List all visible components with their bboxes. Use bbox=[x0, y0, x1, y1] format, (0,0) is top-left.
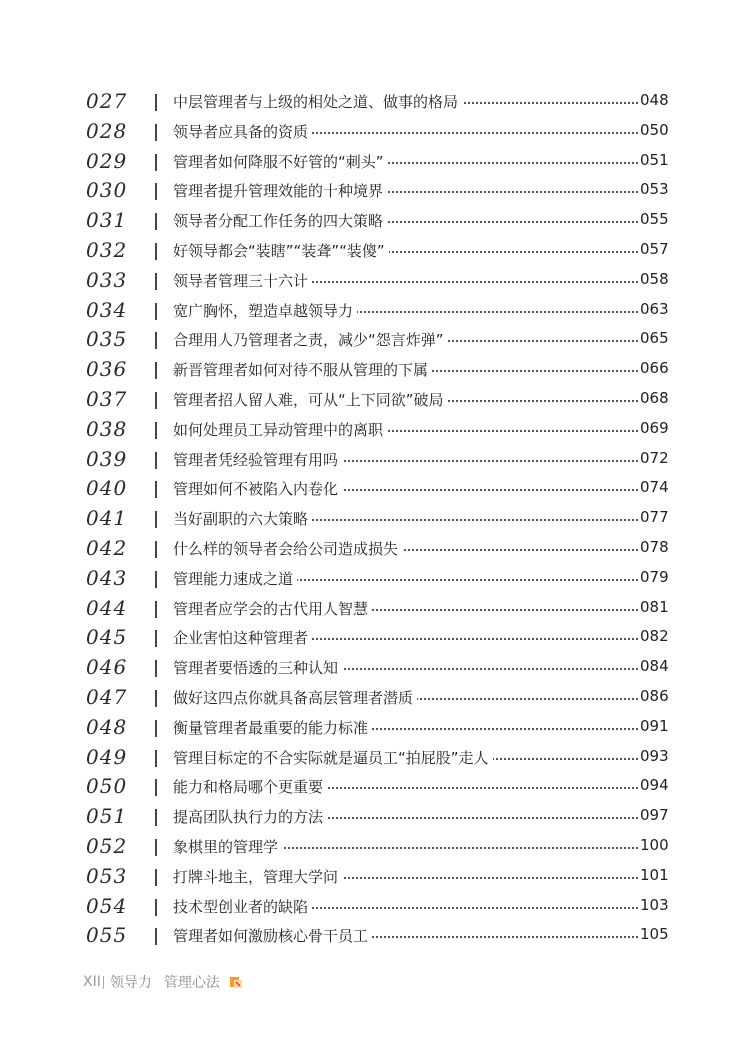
book-title: 领导力 bbox=[109, 975, 152, 991]
entry-number: 052 bbox=[86, 833, 128, 858]
entry-number: 037 bbox=[86, 386, 128, 411]
entry-title: 管理者凭经验管理有用吗 bbox=[173, 449, 342, 470]
entry-divider bbox=[155, 541, 157, 558]
entry-title: 领导者分配工作任务的四大策略 bbox=[173, 210, 387, 231]
entry-number: 051 bbox=[86, 804, 128, 829]
entry-number: 036 bbox=[86, 357, 128, 382]
entry-title: 好领导都会“装瞎”“装聋”“装傻” bbox=[173, 240, 389, 261]
entry-number: 041 bbox=[86, 506, 128, 531]
entry-number: 029 bbox=[86, 148, 128, 173]
entry-page-number: 084 bbox=[640, 657, 669, 676]
entry-title: 什么样的领导者会给公司造成损失 bbox=[173, 538, 402, 559]
entry-number: 045 bbox=[86, 625, 128, 650]
entry-page-number: 069 bbox=[640, 418, 669, 437]
entry-page-number: 072 bbox=[640, 448, 669, 467]
entry-page-number: 100 bbox=[640, 835, 669, 854]
entry-page-number: 103 bbox=[640, 895, 669, 914]
entry-page-number: 086 bbox=[640, 686, 669, 705]
toc-entry bbox=[0, 743, 750, 773]
entry-title: 管理者应学会的古代用人智慧 bbox=[173, 598, 372, 619]
entry-divider bbox=[155, 511, 157, 528]
book-subtitle: 管理心法 bbox=[163, 975, 220, 991]
entry-page-number: 053 bbox=[640, 180, 669, 199]
entry-page-number: 094 bbox=[640, 776, 669, 795]
entry-title: 打牌斗地主，管理大学问 bbox=[173, 866, 342, 887]
entry-number: 038 bbox=[86, 416, 128, 441]
entry-number: 040 bbox=[86, 476, 128, 501]
toc-entry bbox=[0, 236, 750, 266]
page-number: XII bbox=[83, 974, 101, 990]
entry-page-number: 058 bbox=[640, 269, 669, 288]
entry-page-number: 101 bbox=[640, 865, 669, 884]
entry-title: 能力和格局哪个更重要 bbox=[173, 776, 327, 797]
entry-divider bbox=[155, 630, 157, 647]
entry-page-number: 079 bbox=[640, 567, 669, 586]
entry-divider bbox=[155, 124, 157, 141]
toc-entry bbox=[0, 713, 750, 743]
toc-entry bbox=[0, 415, 750, 445]
toc-entry bbox=[0, 355, 750, 385]
entry-number: 046 bbox=[86, 655, 128, 680]
footer-divider bbox=[103, 976, 104, 989]
entry-divider bbox=[155, 571, 157, 588]
entry-title: 宽广胸怀，塑造卓越领导力 bbox=[173, 300, 357, 321]
entry-divider bbox=[155, 243, 157, 260]
entry-title: 中层管理者与上级的相处之道、做事的格局 bbox=[173, 91, 462, 112]
entry-page-number: 051 bbox=[640, 150, 669, 169]
entry-page-number: 091 bbox=[640, 716, 669, 735]
entry-title: 管理者如何降服不好管的“刺头” bbox=[173, 151, 388, 172]
entry-title: 提高团队执行力的方法 bbox=[173, 806, 327, 827]
entry-page-number: 078 bbox=[640, 537, 669, 556]
entry-number: 034 bbox=[86, 297, 128, 322]
entry-number: 042 bbox=[86, 535, 128, 560]
entry-number: 050 bbox=[86, 774, 128, 799]
entry-title: 当好副职的六大策略 bbox=[173, 508, 312, 529]
entry-divider bbox=[155, 183, 157, 200]
entry-title: 管理者提升管理效能的十种境界 bbox=[173, 180, 387, 201]
toc-entry bbox=[0, 564, 750, 594]
entry-title: 做好这四点你就具备高层管理者潜质 bbox=[173, 687, 417, 708]
entry-divider bbox=[155, 928, 157, 945]
entry-page-number: 074 bbox=[640, 478, 669, 497]
entry-page-number: 065 bbox=[640, 329, 669, 348]
entry-divider bbox=[155, 779, 157, 796]
toc-entry bbox=[0, 385, 750, 415]
page-footer bbox=[83, 972, 244, 992]
entry-title: 技术型创业者的缺陷 bbox=[173, 896, 312, 917]
entry-page-number: 050 bbox=[640, 120, 669, 139]
entry-number: 035 bbox=[86, 327, 128, 352]
entry-title: 管理者如何激励核心骨干员工 bbox=[173, 925, 372, 946]
entry-page-number: 081 bbox=[640, 597, 669, 616]
entry-divider bbox=[155, 750, 157, 767]
entry-page-number: 082 bbox=[640, 627, 669, 646]
entry-title: 如何处理员工异动管理中的离职 bbox=[173, 419, 387, 440]
entry-divider bbox=[155, 481, 157, 498]
entry-divider bbox=[155, 154, 157, 171]
entry-title: 合理用人乃管理者之责，减少“怨言炸弹” bbox=[173, 329, 448, 350]
toc-entry bbox=[0, 534, 750, 564]
toc-entry bbox=[0, 474, 750, 504]
entry-number: 049 bbox=[86, 744, 128, 769]
entry-page-number: 105 bbox=[640, 925, 669, 944]
entry-number: 028 bbox=[86, 118, 128, 143]
entry-number: 032 bbox=[86, 237, 128, 262]
entry-divider bbox=[155, 809, 157, 826]
toc-entry bbox=[0, 892, 750, 922]
toc-entry bbox=[0, 206, 750, 236]
toc-entry bbox=[0, 266, 750, 296]
entry-title: 领导者管理三十六计 bbox=[173, 270, 312, 291]
entry-divider bbox=[155, 601, 157, 618]
entry-divider bbox=[155, 392, 157, 409]
entry-divider bbox=[155, 690, 157, 707]
book-logo-icon bbox=[228, 974, 244, 990]
entry-number: 048 bbox=[86, 714, 128, 739]
entry-number: 039 bbox=[86, 446, 128, 471]
entry-title: 管理者招人留人难，可从“上下同欲”破局 bbox=[173, 389, 448, 410]
toc-entry bbox=[0, 862, 750, 892]
entry-number: 033 bbox=[86, 267, 128, 292]
entry-divider bbox=[155, 362, 157, 379]
entry-divider bbox=[155, 869, 157, 886]
entry-number: 055 bbox=[86, 923, 128, 948]
entry-page-number: 097 bbox=[640, 806, 669, 825]
table-of-contents bbox=[0, 87, 750, 951]
toc-entry bbox=[0, 325, 750, 355]
toc-entry bbox=[0, 117, 750, 147]
entry-title: 企业害怕这种管理者 bbox=[173, 627, 312, 648]
toc-entry bbox=[0, 802, 750, 832]
entry-number: 054 bbox=[86, 893, 128, 918]
toc-entry bbox=[0, 594, 750, 624]
entry-number: 044 bbox=[86, 595, 128, 620]
entry-title: 管理者要悟透的三种认知 bbox=[173, 657, 342, 678]
entry-page-number: 057 bbox=[640, 239, 669, 258]
entry-divider bbox=[155, 303, 157, 320]
entry-title: 新晋管理者如何对待不服从管理的下属 bbox=[173, 359, 432, 380]
entry-title: 象棋里的管理学 bbox=[173, 836, 282, 857]
toc-entry bbox=[0, 147, 750, 177]
toc-entry bbox=[0, 504, 750, 534]
toc-entry bbox=[0, 445, 750, 475]
toc-entry bbox=[0, 921, 750, 951]
entry-page-number: 048 bbox=[640, 91, 669, 109]
entry-title: 管理目标定的不合实际就是逼员工“拍屁股”走人 bbox=[173, 747, 493, 768]
toc-entry bbox=[0, 683, 750, 713]
entry-divider bbox=[155, 839, 157, 856]
entry-title: 管理如何不被陷入内卷化 bbox=[173, 478, 342, 499]
entry-title: 领导者应具备的资质 bbox=[173, 121, 312, 142]
toc-entry bbox=[0, 296, 750, 326]
entry-divider bbox=[155, 273, 157, 290]
toc-entry bbox=[0, 87, 750, 117]
entry-divider bbox=[155, 660, 157, 677]
entry-divider bbox=[155, 213, 157, 230]
entry-divider bbox=[155, 452, 157, 469]
entry-divider bbox=[155, 422, 157, 439]
entry-number: 043 bbox=[86, 565, 128, 590]
entry-page-number: 068 bbox=[640, 388, 669, 407]
entry-divider bbox=[155, 332, 157, 349]
entry-divider bbox=[155, 94, 157, 111]
entry-page-number: 066 bbox=[640, 359, 669, 378]
toc-entry bbox=[0, 653, 750, 683]
entry-title: 衡量管理者最重要的能力标准 bbox=[173, 717, 372, 738]
toc-entry bbox=[0, 772, 750, 802]
entry-number: 047 bbox=[86, 684, 128, 709]
entry-page-number: 063 bbox=[640, 299, 669, 318]
toc-entry bbox=[0, 623, 750, 653]
entry-divider bbox=[155, 899, 157, 916]
entry-page-number: 093 bbox=[640, 746, 669, 765]
entry-page-number: 077 bbox=[640, 508, 669, 527]
entry-title: 管理能力速成之道 bbox=[173, 568, 297, 589]
entry-number: 053 bbox=[86, 863, 128, 888]
entry-page-number: 055 bbox=[640, 210, 669, 229]
entry-number: 031 bbox=[86, 208, 128, 233]
entry-divider bbox=[155, 720, 157, 737]
entry-number: 030 bbox=[86, 178, 128, 203]
toc-entry bbox=[0, 176, 750, 206]
entry-number: 027 bbox=[86, 89, 128, 113]
toc-entry bbox=[0, 832, 750, 862]
